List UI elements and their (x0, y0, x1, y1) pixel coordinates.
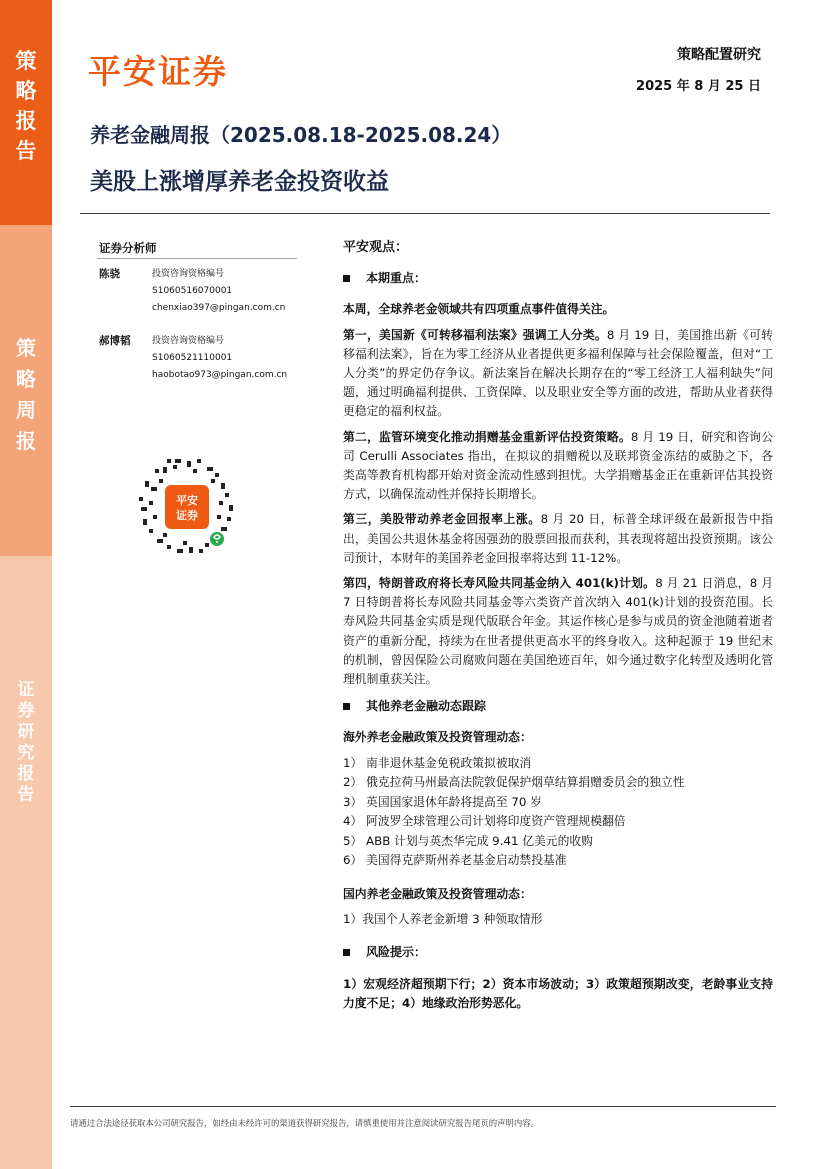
cert-number: S1060521110001 (152, 353, 233, 363)
list-item: 1） 南非退休基金免税政策拟被取消 (343, 755, 532, 770)
cert-label: 投资咨询资格编号 (152, 336, 225, 346)
list-item: 3） 英国国家退休年龄将提高至 70 岁 (343, 794, 542, 809)
analyst-email: haobotao973@pingan.com.cn (152, 370, 288, 380)
report-date: 2025 年 8 月 25 日 (636, 79, 761, 94)
qr-code-icon (137, 457, 237, 557)
footer-divider (70, 1106, 776, 1107)
view-title: 平安观点： (343, 240, 409, 255)
analyst-divider (97, 258, 297, 259)
report-headline: 美股上涨增厚养老金投资收益 (90, 169, 389, 195)
list-item: 5） ABB 计划与英杰华完成 9.41 亿美元的收购 (343, 833, 593, 848)
svg-text:平安: 平安 (176, 494, 198, 507)
cert-number: S1060516070001 (152, 286, 233, 296)
sidebar-block-report (0, 0, 52, 225)
key-point-body: 8 月 19 日，美国推出新《可转移福利法案》，旨在为零工经济从业者提供更多福利保障与社会保险覆盖，但对“工人分类”的界定仍存争议。新法案旨在解决长期存在的“零工经济工人福利缺失”问题，通过明确福利提供、工资保障、以及职业安全等方面的改进，帮助从业者获得更稳定的福利权益。 (343, 327, 773, 419)
section-other-heading (343, 697, 773, 716)
header-divider (80, 213, 770, 214)
cert-label: 投资咨询资格编号 (152, 269, 225, 279)
key-point-lead: 第四，特朗普政府将长寿风险共同基金纳入 401(k)计划。 (343, 576, 656, 591)
analyst-name: 郝博韬 (99, 335, 131, 347)
domestic-list (343, 910, 773, 930)
section-risk-heading (343, 943, 773, 962)
report-series-title: 养老金融周报（2025.08.18-2025.08.24） (90, 123, 512, 147)
key-point-body: 8 月 21 日消息，8 月 7 日特朗普将长寿风险共同基金等六类资产首次纳入 401(k)计划的投资范围。长寿风险共同基金实质是现代版联合年金。其运作核心是参与成员的资金池随着逝者资产的重新分配，持续为在世者提供更高水平的终身收入。这种起源于 19 世纪末的机制，曾因保险公司腐败问题在美国绝迹百年，如今通过数字化转型及透明化管理机制重获关注。 (343, 576, 773, 687)
analyst-email: chenxiao397@pingan.com.cn (152, 303, 286, 313)
overseas-heading: 海外养老金融政策及投资管理动态： (343, 730, 532, 745)
square-bullet-icon (343, 703, 350, 710)
key-point-body: 8 月 19 日，研究和咨询公司 Cerulli Associates 指出，在拟议的捐赠税以及联邦资金冻结的威胁之下，各类高等教育机构都开始对资金流动性感到担忧。大学捐赠基金正在重新评估其投资方式，以确保流动性并保持长期增长。 (343, 429, 773, 502)
key-point-lead: 第一，美国新《可转移福利法案》强调工人分类。 (343, 327, 607, 342)
svg-text:证券: 证券 (176, 509, 198, 522)
key-point (343, 510, 773, 568)
analyst-name: 陈骁 (99, 268, 120, 280)
key-point (343, 574, 773, 689)
key-point-lead: 第二，监管环境变化推动捐赠基金重新评估投资策略。 (343, 429, 631, 444)
section-focus-heading (343, 269, 773, 288)
square-bullet-icon (343, 275, 350, 282)
square-bullet-icon (343, 949, 350, 956)
list-item: 1）我国个人养老金新增 3 种领取情形 (343, 911, 543, 926)
key-point-lead: 第三，美股带动养老金回报率上涨。 (343, 512, 541, 527)
key-point (343, 326, 773, 422)
key-point-body: 8 月 20 日，标普全球评级在最新报告中指出，美国公共退休基金将因强劲的股票回报而获利，其表现将超出投资预期。该公司预计，本财年的美国养老金回报率将达到 11-12%。 (343, 512, 773, 565)
section-other-title: 其他养老金融动态跟踪 (366, 699, 487, 714)
list-item: 6） 美国得克萨斯州养老基金启动禁投基准 (343, 853, 567, 868)
list-item: 2） 俄克拉荷马州最高法院敦促保护烟草结算捐赠委员会的独立性 (343, 775, 685, 790)
sidebar-label-research: 证 券 研 究 报 告 (17, 680, 35, 805)
sidebar-block-weekly (0, 225, 52, 556)
footer-disclaimer: 请通过合法途径获取本公司研究报告，如经由未经许可的渠道获得研究报告，请慎重使用并注意阅读研究报告尾页的声明内容。 (70, 1118, 539, 1128)
analyst-heading: 证券分析师 (99, 241, 157, 255)
intro-text: 本周，全球养老金领域共有四项重点事件值得关注。 (343, 302, 615, 317)
risk-text: 1）宏观经济超预期下行；2）资本市场波动；3）政策超预期改变，老龄事业支持力度不足；4）地缘政治形势恶化。 (343, 976, 773, 1010)
brand-logo: 平安证券 (88, 52, 228, 91)
sidebar-block-research (0, 556, 52, 1169)
report-type: 策略配置研究 (677, 47, 761, 63)
section-focus-title: 本期重点： (366, 271, 427, 286)
sidebar-label-report: 策 略 报 告 (15, 49, 37, 163)
sidebar-label-weekly: 策 略 周 报 (16, 336, 36, 453)
main-content (343, 238, 773, 1019)
list-item: 4） 阿波罗全球管理公司计划将印度资产管理规模翻倍 (343, 814, 626, 829)
side-bar (0, 0, 52, 1169)
domestic-heading: 国内养老金融政策及投资管理动态： (343, 886, 532, 901)
section-risk-title: 风险提示： (366, 945, 427, 960)
qr-code (137, 457, 237, 557)
key-point (343, 428, 773, 505)
overseas-list (343, 754, 773, 871)
